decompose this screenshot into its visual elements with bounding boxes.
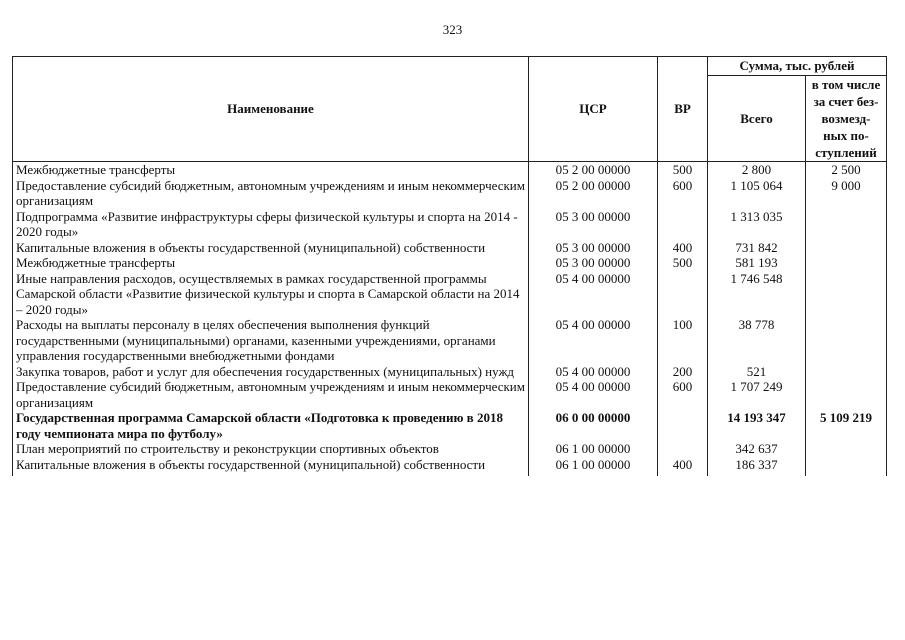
row-free-cell — [806, 441, 887, 457]
row-free-cell: 2 500 — [806, 162, 887, 178]
table-body — [13, 162, 887, 477]
row-free-cell — [806, 209, 887, 240]
row-csr-cell: 05 3 00 00000 — [529, 209, 658, 240]
row-csr-cell: 05 2 00 00000 — [529, 178, 658, 209]
row-total-cell: 38 778 — [708, 317, 806, 364]
header-vr: ВР — [658, 57, 708, 162]
row-csr-cell: 05 4 00 00000 — [529, 364, 658, 380]
row-csr-cell: 05 3 00 00000 — [529, 255, 658, 271]
table-row — [13, 364, 887, 380]
table-row — [13, 457, 887, 477]
table-row — [13, 255, 887, 271]
row-vr-cell: 400 — [658, 240, 708, 256]
table-row — [13, 379, 887, 410]
table-row — [13, 178, 887, 209]
row-vr-cell: 400 — [658, 457, 708, 477]
row-csr-cell: 06 0 00 00000 — [529, 410, 658, 441]
budget-table — [12, 56, 887, 476]
row-name-cell: Капитальные вложения в объекты государственной (муниципальной) собственности — [13, 457, 529, 477]
row-total-cell: 2 800 — [708, 162, 806, 178]
row-name-cell: Межбюджетные трансферты — [13, 255, 529, 271]
header-free — [806, 76, 887, 162]
row-free-cell: 9 000 — [806, 178, 887, 209]
row-name-cell: Государственная программа Самарской области «Подготовка к проведению в 2018 году чемпионата мира по футболу» — [13, 410, 529, 441]
row-csr-cell: 05 4 00 00000 — [529, 271, 658, 318]
row-vr-cell: 100 — [658, 317, 708, 364]
row-free-cell — [806, 240, 887, 256]
row-total-cell: 1 105 064 — [708, 178, 806, 209]
row-total-cell: 1 707 249 — [708, 379, 806, 410]
row-free-cell — [806, 364, 887, 380]
header-free-line: возмезд- — [821, 111, 871, 126]
row-total-cell: 581 193 — [708, 255, 806, 271]
table-row — [13, 271, 887, 318]
row-name-cell: План мероприятий по строительству и реконструкции спортивных объектов — [13, 441, 529, 457]
row-csr-cell: 06 1 00 00000 — [529, 457, 658, 477]
page-number: 323 — [442, 22, 463, 37]
row-total-cell: 521 — [708, 364, 806, 380]
table-row — [13, 441, 887, 457]
header-free-line: в том числе — [811, 77, 881, 92]
table-row — [13, 317, 887, 364]
row-name-cell: Предоставление субсидий бюджетным, автономным учреждениям и иным некоммерческим организациям — [13, 178, 529, 209]
row-vr-cell — [658, 271, 708, 318]
row-name-cell: Расходы на выплаты персоналу в целях обеспечения выполнения функций государственными (муниципальными) органами, казенными учреждениями, органами управления государственными внебюджетными фондами — [13, 317, 529, 364]
row-csr-cell: 05 4 00 00000 — [529, 379, 658, 410]
row-vr-cell — [658, 209, 708, 240]
header-free-line: за счет без- — [813, 94, 879, 109]
row-vr-cell: 600 — [658, 178, 708, 209]
row-name-cell: Иные направления расходов, осуществляемых в рамках государственной программы Самарской области «Развитие физической культуры и спорта в Самарской области на 2014 – 2020 годы» — [13, 271, 529, 318]
table-row — [13, 162, 887, 178]
row-name-cell: Предоставление субсидий бюджетным, автономным учреждениям и иным некоммерческим организациям — [13, 379, 529, 410]
row-total-cell: 1 313 035 — [708, 209, 806, 240]
row-free-cell — [806, 317, 887, 364]
row-name-cell: Межбюджетные трансферты — [13, 162, 529, 178]
table-row — [13, 410, 887, 441]
table-row — [13, 240, 887, 256]
header-sum-group: Сумма, тыс. рублей — [708, 57, 887, 76]
row-csr-cell: 05 2 00 00000 — [529, 162, 658, 178]
row-vr-cell: 500 — [658, 162, 708, 178]
row-vr-cell: 200 — [658, 364, 708, 380]
row-csr-cell: 06 1 00 00000 — [529, 441, 658, 457]
row-csr-cell: 05 4 00 00000 — [529, 317, 658, 364]
row-vr-cell: 500 — [658, 255, 708, 271]
header-free-line: ступлений — [815, 145, 877, 160]
row-vr-cell: 600 — [658, 379, 708, 410]
row-free-cell: 5 109 219 — [806, 410, 887, 441]
header-csr: ЦСР — [529, 57, 658, 162]
row-total-cell: 14 193 347 — [708, 410, 806, 441]
row-total-cell: 731 842 — [708, 240, 806, 256]
row-total-cell: 1 746 548 — [708, 271, 806, 318]
row-free-cell — [806, 255, 887, 271]
row-free-cell — [806, 379, 887, 410]
header-name: Наименование — [13, 57, 529, 162]
row-vr-cell — [658, 410, 708, 441]
header-free-line: ных по- — [823, 128, 869, 143]
row-vr-cell — [658, 441, 708, 457]
row-name-cell: Капитальные вложения в объекты государственной (муниципальной) собственности — [13, 240, 529, 256]
row-name-cell: Закупка товаров, работ и услуг для обеспечения государственных (муниципальных) нужд — [13, 364, 529, 380]
row-free-cell — [806, 271, 887, 318]
header-row-top — [13, 57, 887, 76]
row-total-cell: 342 637 — [708, 441, 806, 457]
row-name-cell: Подпрограмма «Развитие инфраструктуры сферы физической культуры и спорта на 2014 - 2020 годы» — [13, 209, 529, 240]
row-csr-cell: 05 3 00 00000 — [529, 240, 658, 256]
row-total-cell: 186 337 — [708, 457, 806, 477]
table-header — [13, 57, 887, 162]
table-row — [13, 209, 887, 240]
header-total: Всего — [708, 76, 806, 162]
row-free-cell — [806, 457, 887, 477]
